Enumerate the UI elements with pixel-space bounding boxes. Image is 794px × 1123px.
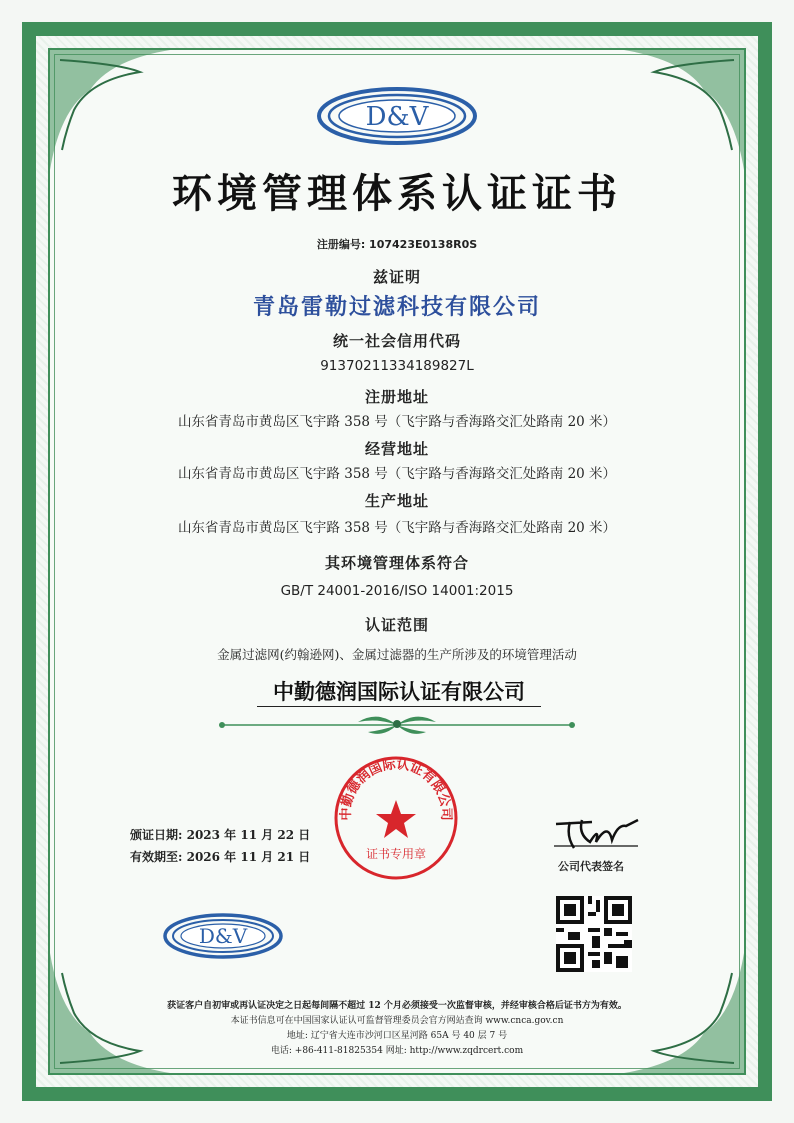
operating-address: 山东省青岛市黄岛区飞宇路 358 号（飞宇路与香海路交汇处路南 20 米） (177, 466, 617, 482)
credit-code-label: 统一社会信用代码 (332, 332, 461, 350)
expiry-date: 有效期至: 2026 年 11 月 21 日 (130, 850, 311, 864)
issue-date: 颁证日期: 2023 年 11 月 22 日 (130, 828, 311, 842)
dv-logo-top (316, 86, 478, 146)
logo-text: D&V (365, 102, 429, 132)
seal-sub-text: 证书专用章 (365, 847, 427, 861)
seal-ring-text: 中勤德润国际认证有限公司 (338, 757, 454, 821)
footer-line-2: 本证书信息可在中国国家认证认可监督管理委员会官方网站查询 www.cnca.gov.cn (230, 1016, 564, 1026)
qr-code[interactable] (556, 896, 632, 972)
registered-address-label: 注册地址 (364, 388, 429, 406)
certify-label: 兹证明 (372, 268, 421, 286)
production-address: 山东省青岛市黄岛区飞宇路 358 号（飞宇路与香海路交汇处路南 20 米） (177, 520, 617, 536)
flourish-divider (218, 710, 576, 744)
representative-signature (552, 812, 642, 856)
production-address-label: 生产地址 (364, 492, 429, 510)
signature-label: 公司代表签名 (558, 860, 624, 873)
issuer-name: 中勤德润国际认证有限公司 (257, 676, 541, 707)
footer-line-4: 电话: +86-411-81825354 网址: http://www.zqdrcert.com (270, 1046, 524, 1056)
scope: 金属过滤网(约翰逊网)、金属过滤器的生产所涉及的环境管理活动 (217, 647, 577, 662)
standard: GB/T 24001-2016/ISO 14001:2015 (280, 583, 514, 599)
official-seal (332, 754, 460, 886)
logo-text-bottom: D&V (198, 924, 248, 948)
footer-line-3: 地址: 辽宁省大连市沙河口区星河路 65A 号 40 层 7 号 (286, 1031, 508, 1041)
scope-label: 认证范围 (364, 616, 429, 634)
registered-address: 山东省青岛市黄岛区飞宇路 358 号（飞宇路与香海路交汇处路南 20 米） (177, 414, 617, 430)
corner-ornament-top-left (50, 50, 170, 170)
company-name: 青岛雷勒过滤科技有限公司 (252, 294, 541, 320)
footer-line-1: 获证客户自初审或再认证决定之日起每间隔不超过 12 个月必须接受一次监督审核，并经审核合格后证书方为有效。 (167, 1001, 627, 1011)
conformity-label: 其环境管理体系符合 (324, 554, 469, 572)
dv-logo-bottom (162, 912, 284, 960)
registration-number: 注册编号: 107423E0138R0S (316, 238, 478, 251)
credit-code: 91370211334189827L (320, 358, 474, 374)
certificate-title: 环境管理体系认证证书 (172, 170, 622, 217)
corner-ornament-top-right (624, 50, 744, 170)
operating-address-label: 经营地址 (364, 440, 429, 458)
